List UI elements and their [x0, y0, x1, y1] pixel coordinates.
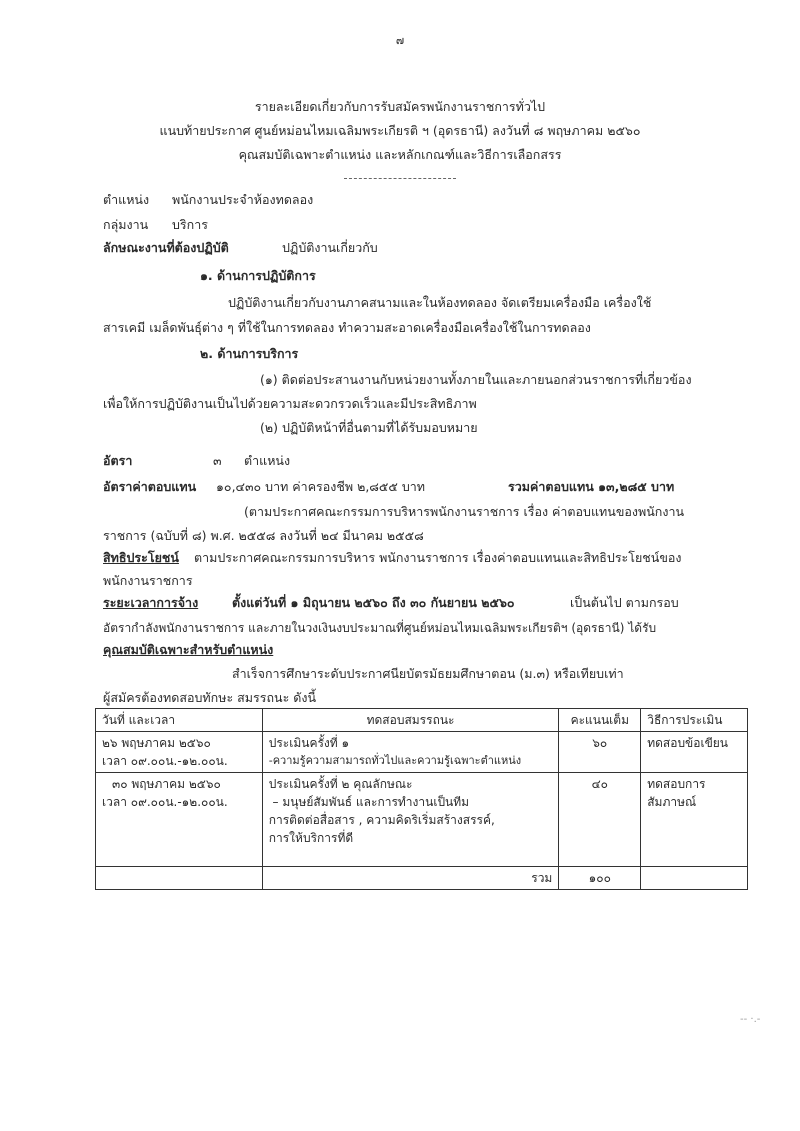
benefits-label: สิทธิประโยชน์	[103, 550, 179, 565]
header-test: ทดสอบสมรรถนะ	[262, 709, 559, 732]
group-value: บริการ	[172, 217, 208, 232]
title-line-1: รายละเอียดเกี่ยวกับการรับสมัครพนักงานราชการทั่วไป	[254, 99, 546, 114]
total-empty-method	[641, 867, 748, 890]
row2-test	[262, 773, 559, 867]
test-text: ประเมินครั้งที่ ๑	[268, 736, 350, 750]
date-text: ๓๐ พฤษภาคม ๒๕๖๐	[112, 777, 221, 791]
time-text: เวลา ๐๙.๐๐น.-๑๒.๐๐น.	[102, 754, 228, 768]
test-text: ประเมินครั้งที่ ๒ คุณลักษณะ	[268, 777, 413, 791]
method-text: สัมภาษณ์	[647, 795, 697, 809]
position-label: ตำแหน่ง	[103, 192, 150, 207]
section2-item1-line1: (๑) ติดต่อประสานงานกับหน่วยงานทั้งภายในและภายนอกส่วนราชการที่เกี่ยวข้อง	[260, 372, 692, 387]
total-empty	[96, 867, 263, 890]
test-text: – มนุษย์สัมพันธ์ และการทำงานเป็นทีม	[268, 795, 470, 809]
title-line-2: แนบท้ายประกาศ ศูนย์หม่อนไหมเฉลิมพระเกียรติ ฯ (อุดรธานี) ลงวันที่ ๘ พฤษภาคม ๒๕๖๐	[159, 123, 641, 138]
section2-item1-line2: เพื่อให้การปฏิบัติงานเป็นไปด้วยความสะดวกรวดเร็วและมีประสิทธิภาพ	[103, 396, 477, 411]
employment-line2: อัตรากำลังพนักงานราชการ และภายในวงเงินงบประมาณที่ศูนย์หม่อนไหมเฉลิมพระเกียรติฯ (อุดรธานี) ได้รับ	[103, 621, 657, 635]
employment-line1-rest: เป็นต้นไป ตามกรอบ	[570, 595, 679, 610]
test-text: -ความรู้ความสามารถทั่วไปและความรู้เฉพาะตำแหน่ง	[268, 754, 522, 767]
table-row	[96, 773, 748, 867]
title-line-3: คุณสมบัติเฉพาะตำแหน่ง และหลักเกณฑ์และวิธีการเลือกสรร	[238, 147, 562, 162]
header-score: คะแนนเต็ม	[559, 709, 641, 732]
scan-marks: -- ·.-	[740, 1014, 761, 1025]
rate-count: ๓	[213, 453, 222, 468]
method-text: ทดสอบการ	[647, 777, 706, 791]
row2-score: ๔๐	[559, 773, 641, 867]
compensation-label: อัตราค่าตอบแทน	[103, 479, 197, 494]
row1-score: ๖๐	[559, 732, 641, 773]
row2-date	[96, 773, 263, 867]
benefits-line1: ตามประกาศคณะกรรมการบริหาร พนักงานราชการ เรื่องค่าตอบแทนและสิทธิประโยชน์ของ	[194, 550, 682, 565]
group-label: กลุ่มงาน	[103, 217, 149, 232]
benefits-line2: พนักงานราชการ	[103, 573, 193, 588]
section1-line1: ปฏิบัติงานเกี่ยวกับงานภาคสนามและในห้องทดลอง จัดเตรียมเครื่องมือ เครื่องใช้	[228, 295, 652, 310]
row1-date	[96, 732, 263, 773]
time-text: เวลา ๐๙.๐๐น.-๑๒.๐๐น.	[102, 795, 228, 809]
duties-value: ปฏิบัติงานเกี่ยวกับ	[282, 240, 378, 255]
section2-heading: ๒. ด้านการบริการ	[200, 346, 299, 361]
row1-test	[262, 732, 559, 773]
compensation-text: ๑๐,๔๓๐ บาท ค่าครองชีพ ๒,๘๕๕ บาท	[216, 479, 426, 494]
qualifications-label: คุณสมบัติเฉพาะสำหรับตำแหน่ง	[103, 642, 274, 657]
table-total-row	[96, 867, 748, 890]
row2-method	[641, 773, 748, 867]
compensation-note-1: (ตามประกาศคณะกรรมการบริหารพนักงานราชการ เรื่อง ค่าตอบแทนของพนักงาน	[244, 504, 685, 519]
compensation-total: รวมค่าตอบแทน ๑๓,๒๘๕ บาท	[508, 479, 675, 494]
header-method: วิธีการประเมิน	[641, 709, 748, 732]
employment-period: ตั้งแต่วันที่ ๑ มิถุนายน ๒๕๖๐ ถึง ๓๐ กันยายน ๒๕๖๐	[232, 595, 515, 610]
table-header-row	[96, 709, 748, 732]
test-text: การให้บริการที่ดี	[268, 831, 354, 845]
total-label: รวม	[262, 867, 559, 890]
test-text: การติดต่อสื่อสาร , ความคิดริเริ่มสร้างสรรค์,	[268, 813, 495, 827]
row1-method	[641, 732, 748, 773]
rate-label: อัตรา	[103, 453, 133, 468]
position-value: พนักงานประจำห้องทดลอง	[172, 192, 314, 207]
section2-item2: (๒) ปฏิบัติหน้าที่อื่นตามที่ได้รับมอบหมาย	[260, 420, 478, 435]
duties-label: ลักษณะงานที่ต้องปฏิบัติ	[103, 240, 229, 255]
rate-unit: ตำแหน่ง	[244, 453, 291, 468]
header-date: วันที่ และเวลา	[96, 709, 263, 732]
table-row	[96, 732, 748, 773]
assessment-table	[95, 708, 748, 890]
compensation-note-2: ราชการ (ฉบับที่ ๘) พ.ศ. ๒๕๕๘ ลงวันที่ ๒๔ มีนาคม ๒๕๕๘	[103, 528, 424, 543]
employment-label: ระยะเวลาการจ้าง	[103, 595, 199, 610]
date-text: ๒๖ พฤษภาคม ๒๕๖๐	[102, 736, 211, 750]
method-text: ทดสอบข้อเขียน	[647, 736, 729, 750]
section1-heading: ๑. ด้านการปฏิบัติการ	[200, 268, 316, 283]
qualifications-line2: ผู้สมัครต้องทดสอบทักษะ สมรรถนะ ดังนี้	[103, 690, 317, 705]
section1-line2: สารเคมี เมล็ดพันธุ์ต่าง ๆ ที่ใช้ในการทดลอง ทำความสะอาดเครื่องมือเครื่องใช้ในการทดลอง	[103, 320, 591, 335]
page-number: ๗	[395, 34, 405, 47]
qualifications-line1: สำเร็จการศึกษาระดับประกาศนียบัตรมัธยมศึกษาตอน (ม.๓) หรือเทียบเท่า	[232, 666, 624, 681]
divider	[344, 178, 456, 179]
total-score: ๑๐๐	[559, 867, 641, 890]
